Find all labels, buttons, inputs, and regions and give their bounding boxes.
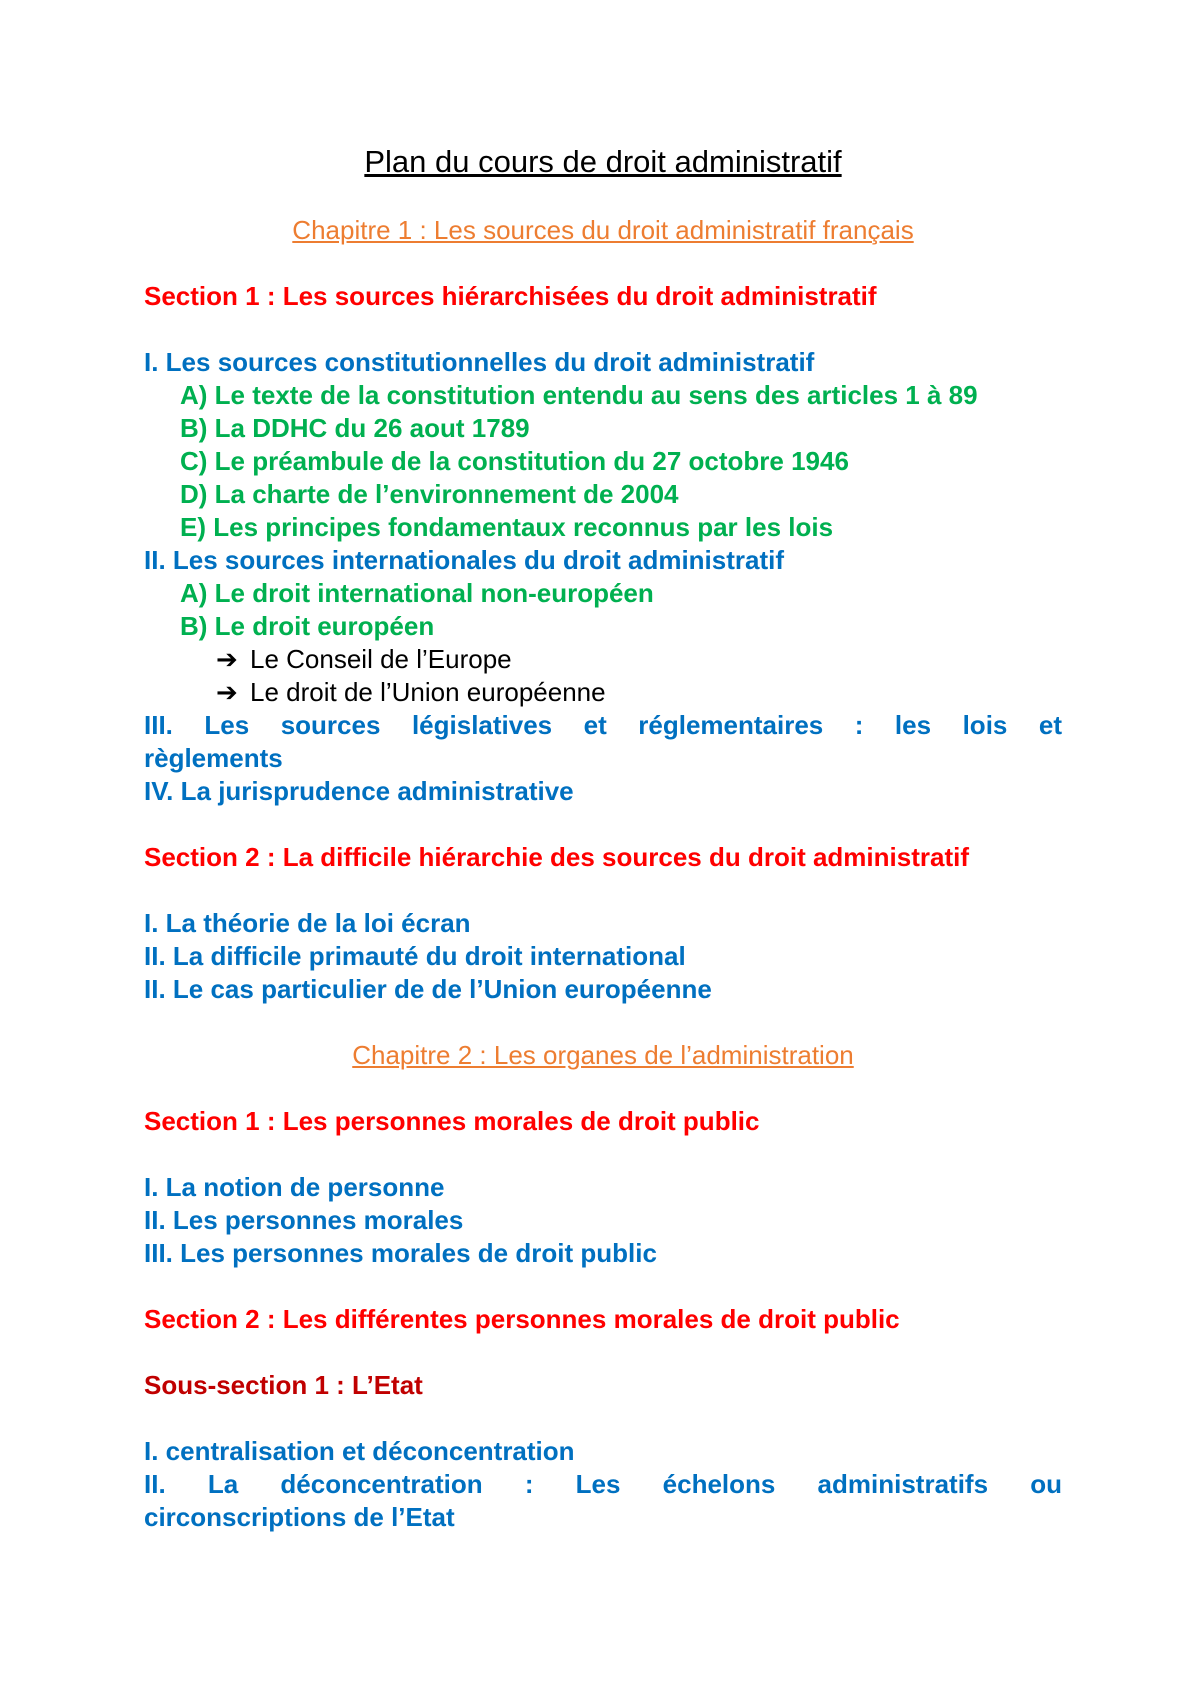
section-2-item: I. La théorie de la loi écran [144, 908, 471, 938]
arrow-right-icon: ➔ [216, 677, 238, 707]
chapter-2-section-1-item: III. Les personnes morales de droit public [144, 1238, 657, 1268]
part-2-item-b: B) Le droit européen [180, 611, 435, 641]
part-2-heading: II. Les sources internationales du droit administratif [144, 545, 785, 575]
part-1-item-b: B) La DDHC du 26 aout 1789 [180, 413, 530, 443]
part-3-heading-line-1: III. Les sources législatives et réglementaires : les lois et [144, 710, 1062, 740]
subsection-1-item-1: I. centralisation et déconcentration [144, 1436, 575, 1466]
subsection-1-item-2-line-1: II. La déconcentration : Les échelons administratifs ou [144, 1469, 1062, 1499]
section-2-item: II. Le cas particulier de de l’Union européenne [144, 974, 712, 1004]
section-2-item: II. La difficile primauté du droit international [144, 941, 686, 971]
part-1-item-a: A) Le texte de la constitution entendu au sens des articles 1 à 89 [180, 380, 978, 410]
part-2-subitem-label: Le droit de l’Union européenne [250, 677, 606, 707]
chapter-2-section-1-heading: Section 1 : Les personnes morales de droit public [144, 1106, 760, 1136]
part-2-subitem [216, 643, 1062, 675]
subsection-1-item-2-line-2: circonscriptions de l’Etat [144, 1502, 455, 1532]
part-4-heading: IV. La jurisprudence administrative [144, 776, 574, 806]
part-2-subitem [216, 676, 1062, 708]
subsection-1-heading: Sous-section 1 : L’Etat [144, 1370, 423, 1400]
chapter-1-section-2-heading: Section 2 : La difficile hiérarchie des sources du droit administratif [144, 842, 969, 872]
part-1-heading: I. Les sources constitutionnelles du droit administratif [144, 347, 815, 377]
arrow-right-icon: ➔ [216, 644, 238, 674]
chapter-1-heading: Chapitre 1 : Les sources du droit administratif français [292, 215, 914, 245]
part-2-subitem-label: Le Conseil de l’Europe [250, 644, 512, 674]
part-3-heading-line-2: règlements [144, 743, 283, 773]
chapter-1-section-1-heading: Section 1 : Les sources hiérarchisées du droit administratif [144, 281, 877, 311]
part-1-item-e: E) Les principes fondamentaux reconnus par les lois [180, 512, 834, 542]
part-2-item-a: A) Le droit international non-européen [180, 578, 654, 608]
chapter-2-heading: Chapitre 2 : Les organes de l’administration [352, 1040, 854, 1070]
document-title: Plan du cours de droit administratif [364, 144, 842, 179]
chapter-2-section-2-heading: Section 2 : Les différentes personnes morales de droit public [144, 1304, 900, 1334]
chapter-2-section-1-item: I. La notion de personne [144, 1172, 445, 1202]
part-1-item-c: C) Le préambule de la constitution du 27 octobre 1946 [180, 446, 849, 476]
part-1-item-d: D) La charte de l’environnement de 2004 [180, 479, 679, 509]
chapter-2-section-1-item: II. Les personnes morales [144, 1205, 464, 1235]
